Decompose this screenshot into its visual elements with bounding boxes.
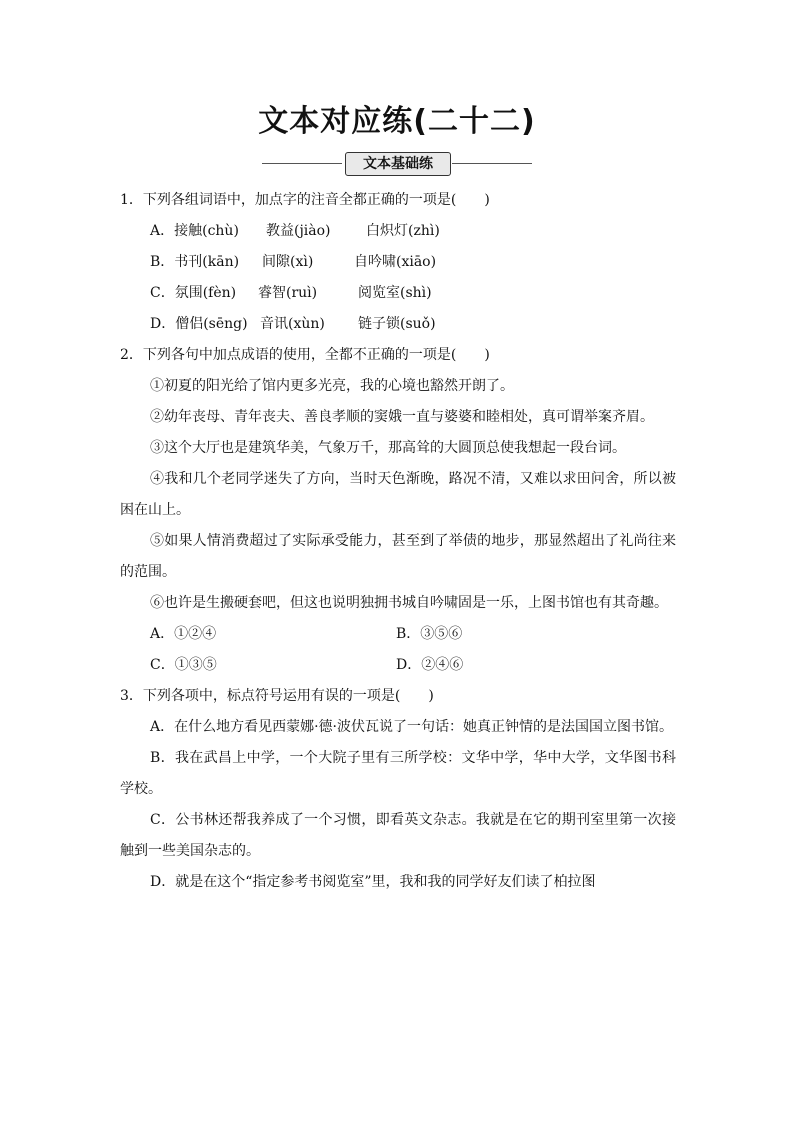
q1-a-word-2: 教益(jiào) <box>266 223 331 239</box>
section-header <box>262 152 532 176</box>
q2-stem: 2．下列各句中加点成语的使用，全都不正确的一项是( ) <box>120 347 490 363</box>
q2-item-4: ④我和几个老同学迷失了方向，当时天色渐晚，路况不清，又难以求田问舍，所以被困在山上。 <box>120 471 676 518</box>
q1-b-word-1: B．书刊(kān) <box>150 254 240 270</box>
q1-a-word-3: 白炽灯(zhì) <box>366 223 440 239</box>
exercise-content <box>120 185 676 898</box>
q1-option-c <box>120 278 676 309</box>
q2-option-c: C．①③⑤ <box>150 657 217 673</box>
q1-c-word-1: C．氛围(fèn) <box>150 285 237 301</box>
q2-options-row-1 <box>120 619 676 650</box>
q1-a-word-1: A．接触(chù) <box>150 223 239 239</box>
q2-option-b: B．③⑤⑥ <box>396 626 463 642</box>
q1-stem: 1．下列各组词语中，加点字的注音全都正确的一项是( ) <box>120 192 490 208</box>
q3-option-d: D．就是在这个“指定参考书阅览室”里，我和我的同学好友们读了柏拉图 <box>150 874 596 890</box>
q1-d-word-3: 链子锁(suǒ) <box>358 316 436 332</box>
q1-option-d <box>120 309 676 340</box>
q2-option-a: A．①②④ <box>150 626 217 642</box>
q2-item-6: ⑥也许是生搬硬套吧，但这也说明独拥书城自吟啸固是一乐，上图书馆也有其奇趣。 <box>150 595 668 611</box>
q3-option-c: C．公书林还帮我养成了一个习惯，即看英文杂志。我就是在它的期刊室里第一次接触到一些美国杂志的。 <box>120 812 676 859</box>
q2-option-d: D．②④⑥ <box>396 657 464 673</box>
q1-d-word-2: 音讯(xùn) <box>260 316 325 332</box>
q2-item-3: ③这个大厅也是建筑华美，气象万千，那高耸的大圆顶总使我想起一段台词。 <box>150 440 626 456</box>
section-rule-left <box>262 163 342 164</box>
q2-options-row-2 <box>120 650 676 681</box>
q3-option-b: B．我在武昌上中学，一个大院子里有三所学校：文华中学，华中大学，文华图书科学校。 <box>120 750 676 797</box>
q1-d-word-1: D．僧侣(sēng) <box>150 316 248 332</box>
section-label: 文本基础练 <box>345 152 451 176</box>
page-title: 文本对应练(二十二) <box>258 104 536 139</box>
q1-c-word-3: 阅览室(shì) <box>358 285 432 301</box>
q2-item-2: ②幼年丧母、青年丧夫、善良孝顺的窦娥一直与婆婆和睦相处，真可谓举案齐眉。 <box>150 409 654 425</box>
q1-option-b <box>120 247 676 278</box>
q2-item-1: ①初夏的阳光给了馆内更多光亮，我的心境也豁然开朗了。 <box>150 378 514 394</box>
section-rule-right <box>452 163 532 164</box>
q3-option-a: A．在什么地方看见西蒙娜·德·波伏瓦说了一句话：她真正钟情的是法国国立图书馆。 <box>150 719 674 735</box>
q2-item-5: ⑤如果人情消费超过了实际承受能力，甚至到了举债的地步，那显然超出了礼尚往来的范围。 <box>120 533 676 580</box>
q1-c-word-2: 睿智(ruì) <box>258 285 318 301</box>
q1-b-word-3: 自吟啸(xiāo) <box>354 254 437 270</box>
q1-b-word-2: 间隙(xì) <box>262 254 314 270</box>
q1-option-a <box>120 216 676 247</box>
q3-stem: 3．下列各项中，标点符号运用有误的一项是( ) <box>120 688 434 704</box>
